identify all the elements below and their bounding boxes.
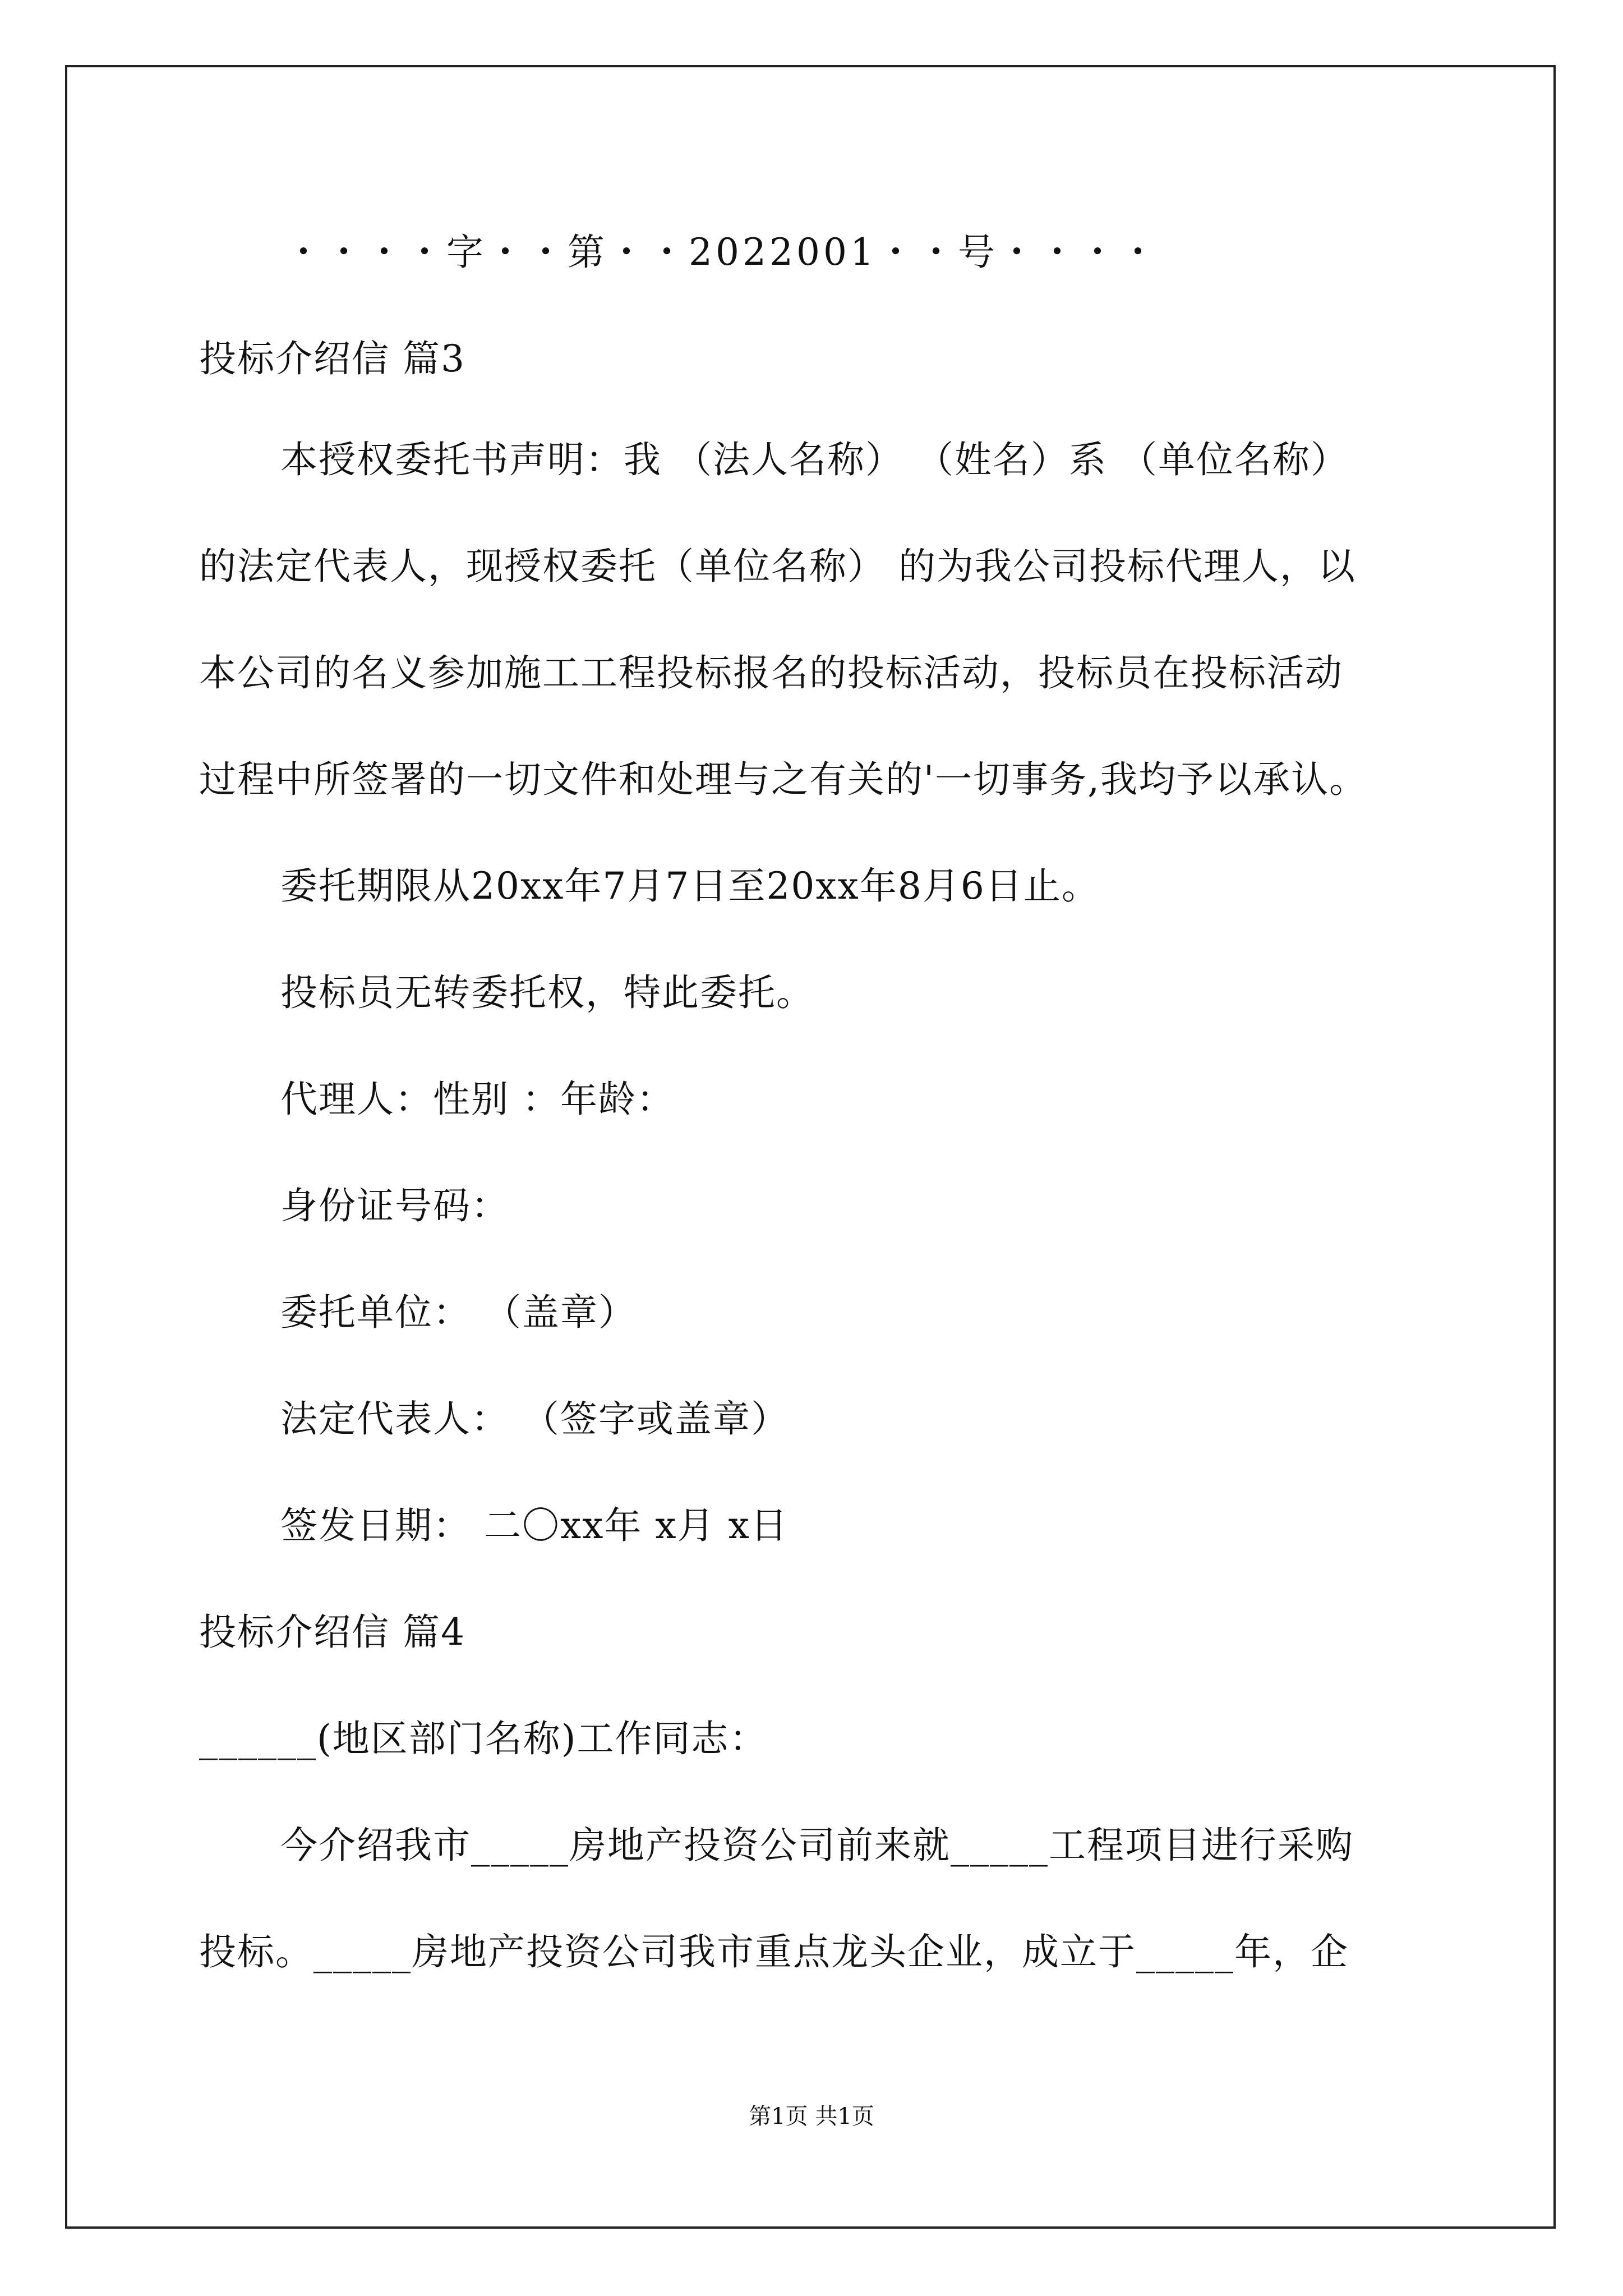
no-transfer-statement: 投标员无转委托权，特此委托。	[280, 971, 814, 1014]
id-number-label: 身份证号码：	[280, 1184, 509, 1227]
page-footer: 第1页 共1页	[749, 2104, 874, 2129]
section-3-paragraph-line-4: 过程中所签署的一切文件和处理与之有关的'一切事务,我均予以承认。	[199, 758, 1368, 801]
entrusting-unit: 委托单位： （盖章）	[280, 1291, 637, 1334]
agent-info: 代理人：性别 ：年龄：	[280, 1078, 675, 1121]
section-4-paragraph-line-1: 今介绍我市_____房地产投资公司前来就_____工程项目进行采购	[280, 1824, 1354, 1867]
document-number-line: ・・・・字・・第・・2022001・・号・・・・	[285, 231, 1160, 274]
section-4-paragraph-line-2: 投标。_____房地产投资公司我市重点龙头企业，成立于_____年，企	[199, 1930, 1349, 1973]
issue-date: 签发日期： 二〇xx年 x月 x日	[280, 1504, 789, 1547]
legal-representative: 法定代表人： （签字或盖章）	[280, 1397, 789, 1441]
page-border	[65, 65, 1556, 2229]
section-4-salutation: ______(地区部门名称)工作同志：	[199, 1717, 768, 1760]
section-3-paragraph-line-2: 的法定代表人，现授权委托（单位名称） 的为我公司投标代理人，以	[199, 545, 1356, 588]
entrustment-term: 委托期限从20xx年7月7日至20xx年8月6日止。	[280, 864, 1100, 908]
section-3-heading: 投标介绍信 篇3	[199, 337, 465, 380]
section-3-paragraph-line-1: 本授权委托书声明：我 （法人名称） （姓名）系 （单位名称）	[280, 438, 1349, 481]
section-4-heading: 投标介绍信 篇4	[199, 1611, 465, 1654]
section-3-paragraph-line-3: 本公司的名义参加施工工程投标报名的投标活动，投标员在投标活动	[199, 651, 1343, 694]
